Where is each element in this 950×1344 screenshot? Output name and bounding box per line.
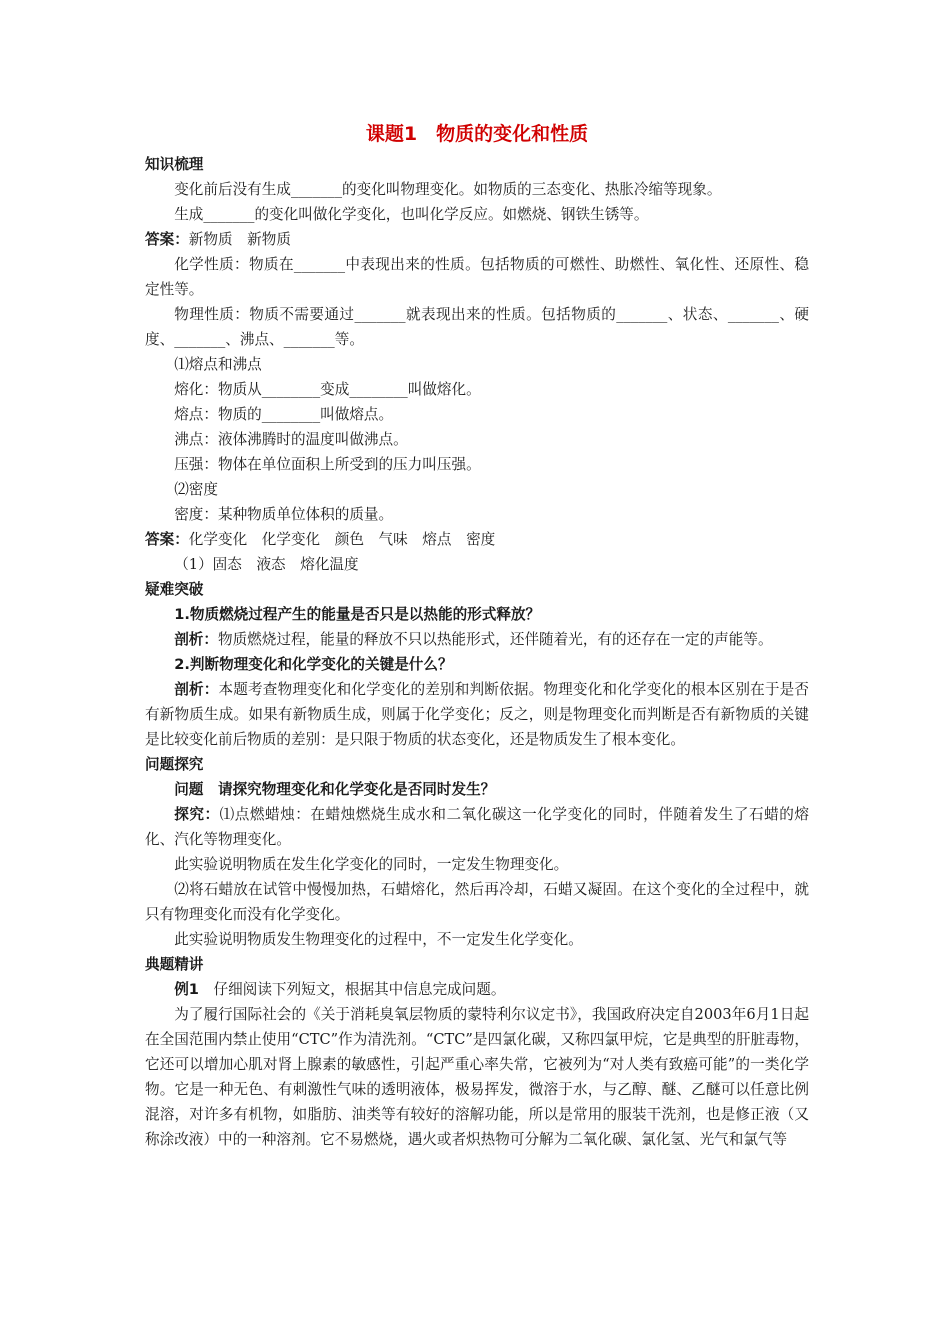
answer-line <box>145 527 809 552</box>
example-label: 例1 <box>174 981 199 998</box>
analysis-label: 剖析： <box>174 681 219 698</box>
paragraph: 压强：物体在单位面积上所受到的压力叫压强。 <box>174 456 481 473</box>
answer-text: 化学变化 化学变化 颜色 气味 熔点 密度 <box>188 531 496 548</box>
example-intro <box>145 977 809 1002</box>
paragraph: ⑵将石蜡放在试管中慢慢加热，石蜡熔化，然后再冷却，石蜡又凝固。在这个变化的全过程中，就只有物理变化而没有化学变化。 <box>145 881 809 923</box>
answer-continuation: （1）固态 液态 熔化温度 <box>174 556 359 573</box>
paragraph: 熔点：物质的________叫做熔点。 <box>174 406 394 423</box>
section-heading-difficulties: 疑难突破 <box>145 581 204 598</box>
paragraph: 沸点：液体沸腾时的温度叫做沸点。 <box>174 431 408 448</box>
paragraph: 此实验说明物质发生物理变化的过程中，不一定发生化学变化。 <box>174 931 583 948</box>
analysis <box>145 627 809 652</box>
section-heading-knowledge: 知识梳理 <box>145 156 204 173</box>
document-page <box>145 120 809 1152</box>
paragraph: 物理性质：物质不需要通过_______就表现出来的性质。包括物质的_______、状态、_______、硬度、_______、沸点、_______等。 <box>145 306 809 348</box>
paragraph: ⑴熔点和沸点 <box>174 356 262 373</box>
page-title: 课题1 物质的变化和性质 <box>365 123 589 145</box>
inquiry <box>145 802 809 852</box>
analysis-text: 本题考查物理变化和化学变化的差别和判断依据。物理变化和化学变化的根本区别在于是否有新物质生成。如果有新物质生成，则属于化学变化；反之，则是物理变化而判断是否有新物质的关键是比较变化前后物质的差别：是只限于物质的状态变化，还是物质发生了根本变化。 <box>145 681 809 748</box>
answer-text: 新物质 新物质 <box>188 231 291 248</box>
analysis-label: 剖析： <box>174 631 218 648</box>
analysis <box>145 677 809 752</box>
answer-label: 答案： <box>145 231 189 248</box>
answer-label: 答案： <box>145 531 189 548</box>
paragraph: ⑵密度 <box>174 481 218 498</box>
paragraph: 熔化：物质从________变成________叫做熔化。 <box>174 381 481 398</box>
analysis-text: 物质燃烧过程，能量的释放不只以热能形式，还伴随着光，有的还存在一定的声能等。 <box>217 631 773 648</box>
example-text: 仔细阅读下列短文，根据其中信息完成问题。 <box>198 981 506 998</box>
paragraph: 生成_______的变化叫做化学变化，也叫化学反应。如燃烧、钢铁生锈等。 <box>174 206 649 223</box>
paragraph: 密度：某种物质单位体积的质量。 <box>174 506 394 523</box>
section-heading-examples: 典题精讲 <box>145 956 204 973</box>
question: 2.判断物理变化和化学变化的关键是什么？ <box>174 656 453 673</box>
section-heading-inquiry: 问题探究 <box>145 756 204 773</box>
question: 问题 请探究物理变化和化学变化是否同时发生？ <box>174 781 496 798</box>
question: 1.物质燃烧过程产生的能量是否只是以热能的形式释放？ <box>174 606 541 623</box>
answer-line <box>145 227 809 252</box>
paragraph: 为了履行国际社会的《关于消耗臭氧层物质的蒙特利尔议定书》，我国政府决定自2003年6月1日起在全国范围内禁止使用“CTC”作为清洗剂。“CTC”是四氯化碳，又称四氯甲烷，它是典型的肝脏毒物，它还可以增加心肌对肾上腺素的敏感性，引起严重心率失常，它被列为“对人类有致癌可能”的一类化学物。它是一种无色、有刺激性气味的透明液体，极易挥发，微溶于水，与乙醇、醚、乙醚可以任意比例混溶，对许多有机物，如脂肪、油类等有较好的溶解功能，所以是常用的服装干洗剂，也是修正液（又称涂改液）中的一种溶剂。它不易燃烧，遇火或者炽热物可分解为二氧化碳、氯化氢、光气和氯气等 <box>145 1006 809 1148</box>
paragraph: 化学性质：物质在_______中表现出来的性质。包括物质的可燃性、助燃性、氧化性、还原性、稳定性等。 <box>145 256 809 298</box>
inquiry-label: 探究： <box>174 806 220 823</box>
paragraph: 此实验说明物质在发生化学变化的同时，一定发生物理变化。 <box>174 856 569 873</box>
paragraph: 变化前后没有生成_______的变化叫物理变化。如物质的三态变化、热胀冷缩等现象。 <box>174 181 722 198</box>
inquiry-text: ⑴点燃蜡烛：在蜡烛燃烧生成水和二氧化碳这一化学变化的同时，伴随着发生了石蜡的熔化、汽化等物理变化。 <box>145 806 809 848</box>
